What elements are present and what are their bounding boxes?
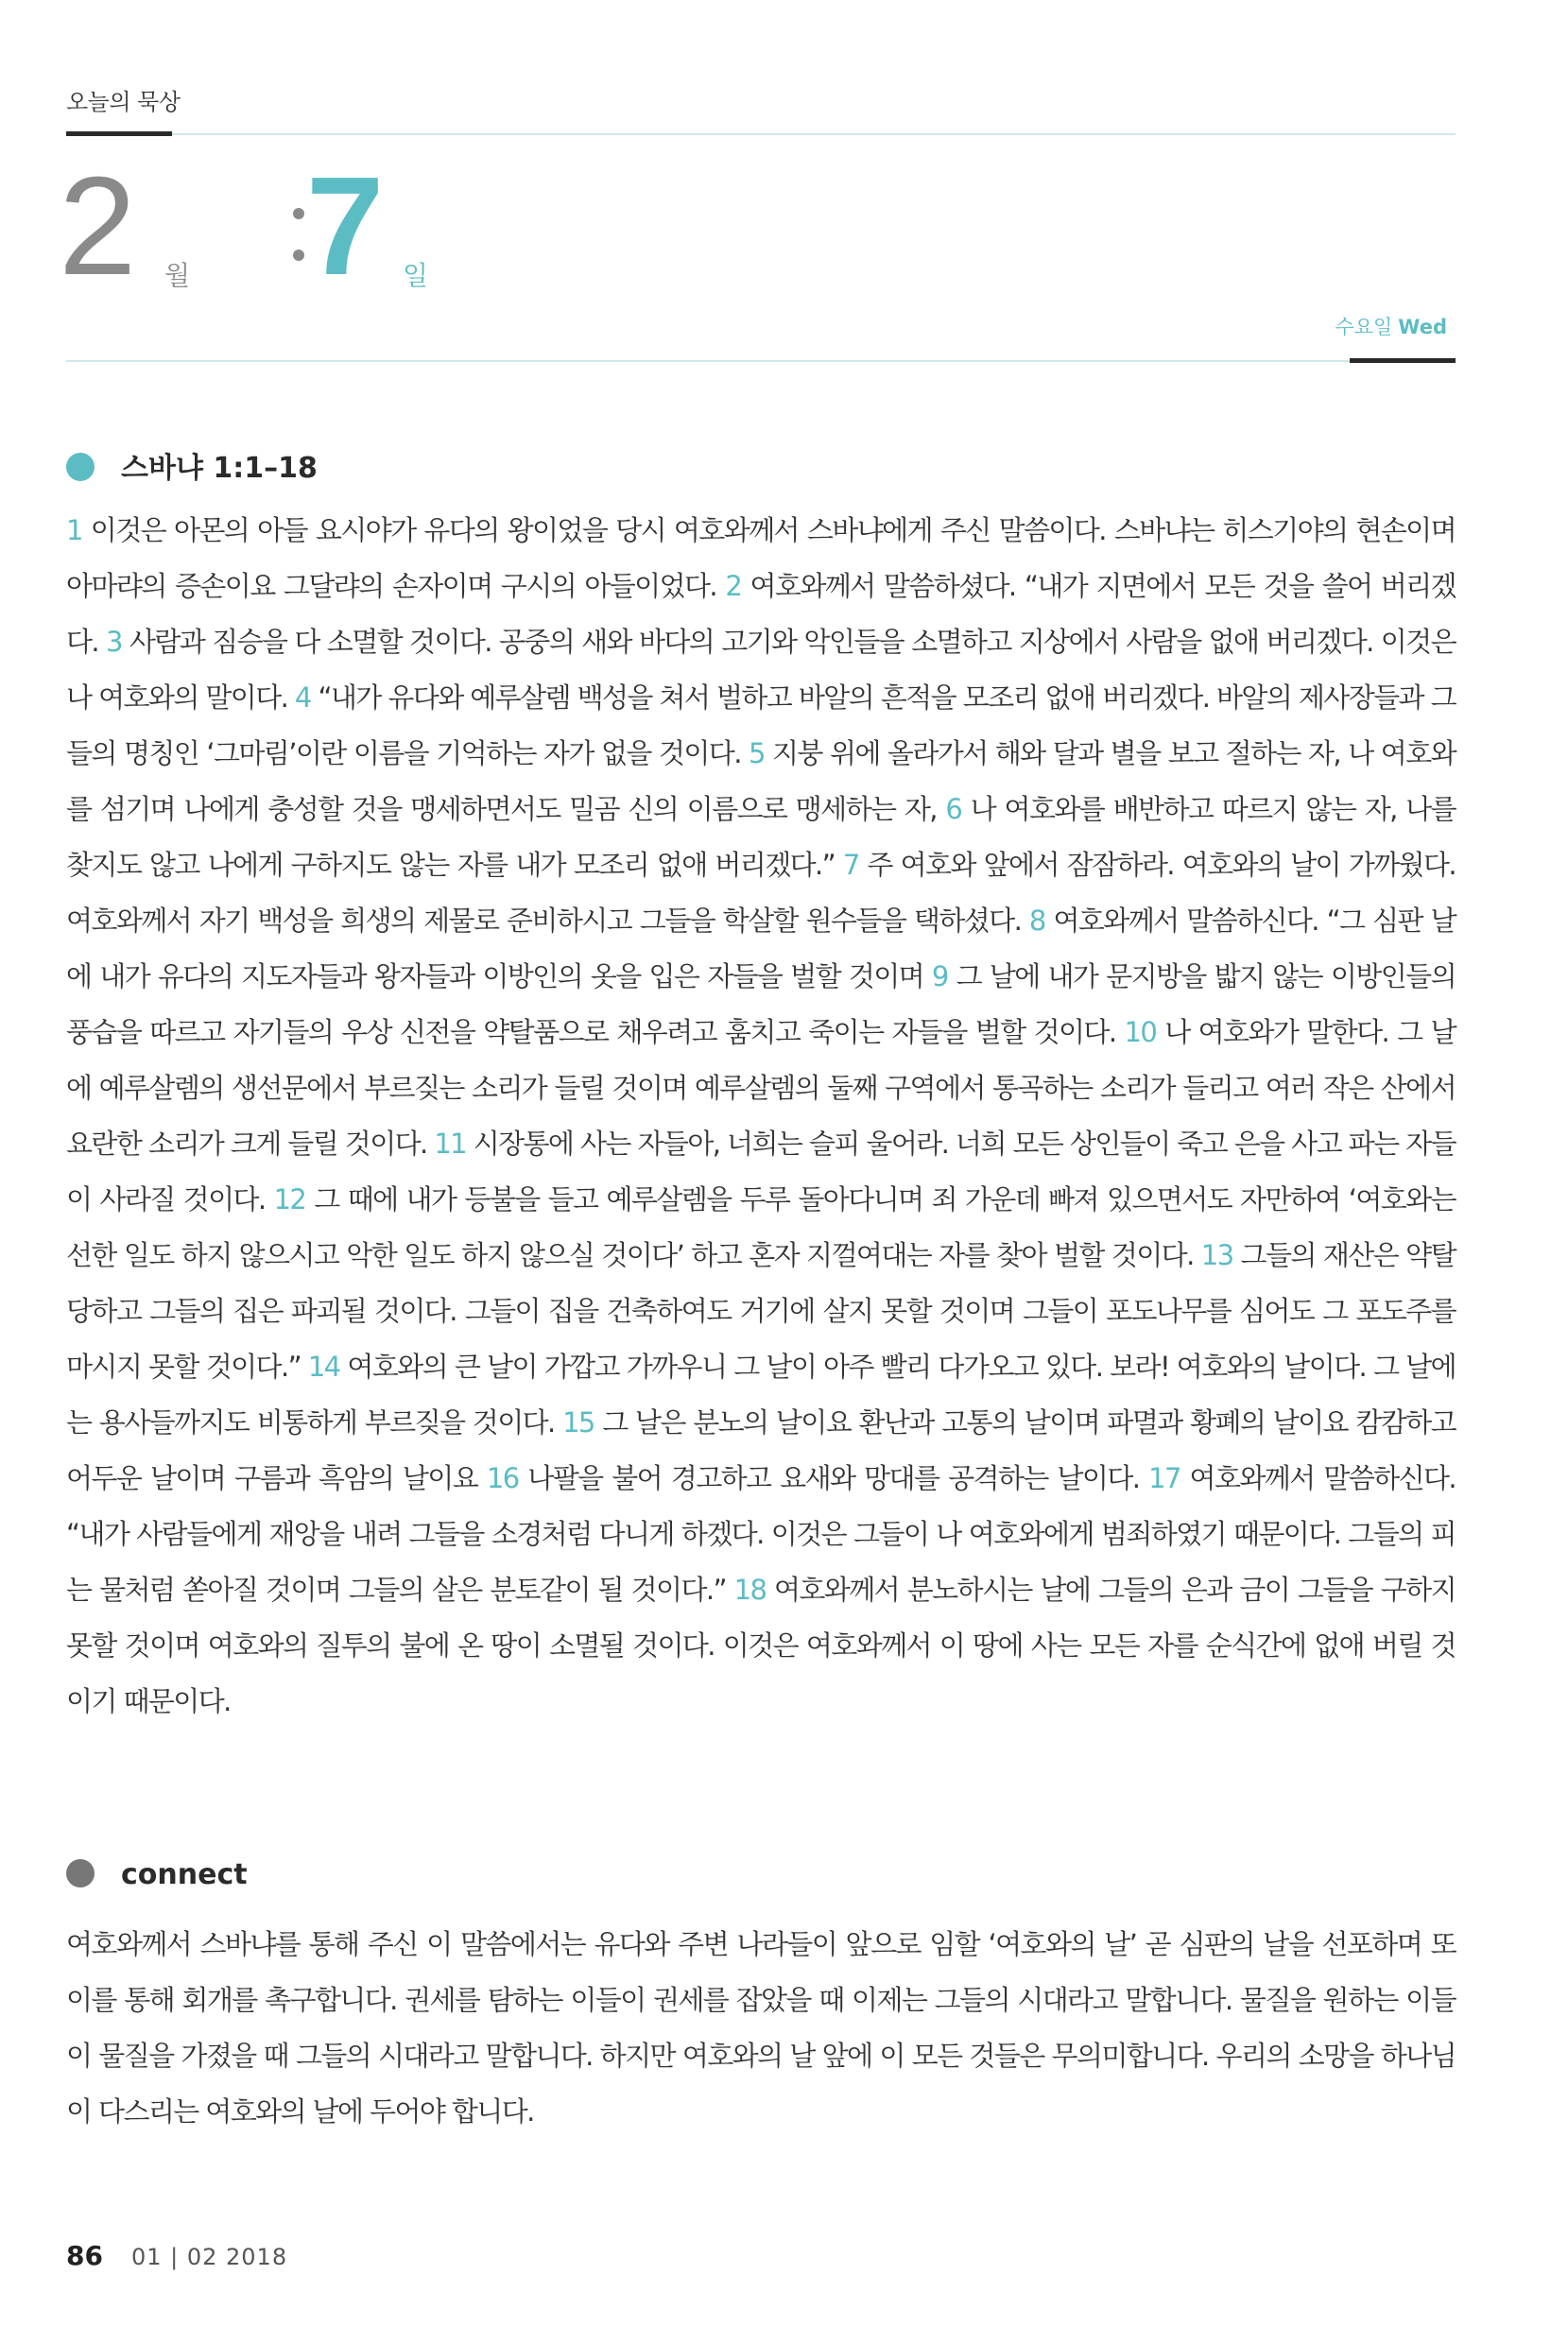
page-footer	[66, 2240, 287, 2271]
verse-text: 그 날은 분노의 날이요 환난과 고통의 날이며 파멸과 황폐의 날이요 캄캄하고 어두운 날이며 구름과 흑암의 날이요	[66, 1406, 1456, 1494]
verse-text: “내가 유다와 예루살렘 백성을 쳐서 벌하고 바알의 흔적을 모조리 없애 버리겠다. 바알의 제사장들과 그들의 명칭인 ‘그마림’이란 이름을 기억하는 자가 없을 것이다.	[66, 681, 1456, 769]
verse-text: 그 때에 내가 등불을 들고 예루살렘을 두루 돌아다니며 죄 가운데 빠져 있으면서도 자만하여 ‘여호와는 선한 일도 하지 않으시고 악한 일도 하지 않으실 것이다’ 하고 혼자 지껄여대는 자를 찾아 벌할 것이다.	[66, 1183, 1456, 1271]
verse-number: 14	[307, 1351, 340, 1383]
verse-number: 11	[434, 1128, 467, 1160]
verse-number: 6	[945, 793, 962, 825]
verse-text: 지붕 위에 올라가서 해와 달과 별을 보고 절하는 자, 나 여호와를 섬기며 나에게 충성할 것을 맹세하면서도 밀곰 신의 이름으로 맹세하는 자,	[66, 737, 1456, 825]
month-number: 2	[59, 148, 137, 304]
verse-text: 그들의 재산은 약탈당하고 그들의 집은 파괴될 것이다. 그들이 집을 건축하여도 거기에 살지 못할 것이며 그들이 포도나무를 심어도 그 포도주를 마시지 못할 것이다.”	[66, 1239, 1456, 1383]
verse-text: 시장통에 사는 자들아, 너희는 슬피 울어라. 너희 모든 상인들이 죽고 은을 사고 파는 자들이 사라질 것이다.	[66, 1128, 1456, 1215]
verse-number: 15	[562, 1406, 594, 1439]
verse-text: 여호와께서 분노하시는 날에 그들의 은과 금이 그들을 구하지 못할 것이며 여호와의 질투의 불에 온 땅이 소멸될 것이다. 이것은 여호와께서 이 땅에 사는 모든 자를 순식간에 없애 버릴 것이기 때문이다.	[66, 1574, 1456, 1717]
top-divider-accent	[66, 131, 172, 136]
connect-text: 여호와께서 스바냐를 통해 주신 이 말씀에서는 유다와 주변 나라들이 앞으로 임할 ‘여호와의 날’ 곧 심판의 날을 선포하며 또 이를 통해 회개를 촉구합니다. 권세를 탐하는 이들이 권세를 잡았을 때 이제는 그들의 시대라고 말합니다. 물질을 원하는 이들이 물질을 가졌을 때 그들의 시대라고 말합니다. 하지만 여호와의 날 앞에 이 모든 것들은 무의미합니다. 우리의 소망을 하나님이 다스리는 여호와의 날에 두어야 합니다.	[66, 1928, 1456, 2128]
verse-number: 2	[725, 570, 742, 602]
header-divider	[66, 360, 1456, 362]
passage-reference: 스바냐 1:1–18	[121, 452, 318, 485]
verse-number: 5	[748, 737, 765, 769]
verse-text: 여호와께서 말씀하셨다. “내가 지면에서 모든 것을 쓸어 버리겠다.	[66, 570, 1456, 658]
verse-text: 여호와께서 말씀하신다. “내가 사람들에게 재앙을 내려 그들을 소경처럼 다니게 하겠다. 이것은 그들이 나 여호와에게 범죄하였기 때문이다. 그들의 피는 물처럼 쏟아질 것이며 그들의 살은 분토같이 될 것이다.”	[66, 1462, 1456, 1606]
day-number: 7	[306, 148, 385, 304]
verse-text: 나 여호와가 말한다. 그 날에 예루살렘의 생선문에서 부르짖는 소리가 들릴 것이며 예루살렘의 둘째 구역에서 통곡하는 소리가 들리고 여러 작은 산에서 요란한 소리가 크게 들릴 것이다.	[66, 1016, 1456, 1160]
verse-text: 이것은 아몬의 아들 요시야가 유다의 왕이었을 당시 여호와께서 스바냐에게 주신 말씀이다. 스바냐는 히스기야의 현손이며 아마랴의 증손이요 그달랴의 손자이며 구시의 아들이었다.	[66, 514, 1456, 602]
weekday-korean: 수요일	[1335, 316, 1393, 338]
section-label: 오늘의 묵상	[66, 89, 181, 115]
verse-text: 여호와께서 말씀하신다. “그 심판 날에 내가 유다의 지도자들과 왕자들과 이방인의 옷을 입은 자들을 벌할 것이며	[66, 905, 1456, 992]
verse-text: 주 여호와 앞에서 잠잠하라. 여호와의 날이 가까웠다. 여호와께서 자기 백성을 희생의 제물로 준비하시고 그들을 학살할 원수들을 택하셨다.	[66, 849, 1456, 937]
teal-bullet-icon	[66, 453, 95, 481]
verse-number: 7	[842, 849, 859, 881]
connect-title: connect	[121, 1858, 248, 1891]
page-number: 86	[66, 2240, 103, 2271]
verse-number: 1	[66, 514, 82, 546]
verse-number: 4	[294, 681, 311, 714]
verse-number: 9	[931, 960, 948, 992]
verse-number: 12	[273, 1183, 306, 1215]
connect-heading	[66, 1858, 248, 1891]
verse-number: 13	[1200, 1239, 1233, 1271]
weekday-english: Wed	[1398, 316, 1447, 338]
gray-bullet-icon	[66, 1859, 95, 1887]
verse-text: 나팔을 불어 경고하고 요새와 망대를 공격하는 날이다.	[527, 1462, 1140, 1494]
verse-number: 3	[106, 626, 122, 658]
issue-date: 01 | 02 2018	[130, 2244, 288, 2270]
passage-heading	[66, 444, 318, 486]
scripture-text	[66, 503, 1456, 1730]
verse-number: 16	[486, 1462, 519, 1494]
verse-number: 17	[1148, 1462, 1180, 1494]
month-unit: 월	[164, 260, 191, 291]
day-unit: 일	[403, 260, 429, 291]
header-divider-accent	[1350, 358, 1456, 363]
verse-number: 8	[1028, 905, 1045, 937]
verse-number: 10	[1124, 1016, 1157, 1048]
verse-number: 18	[733, 1574, 767, 1606]
verse-text: 그 날에 내가 문지방을 밟지 않는 이방인들의 풍습을 따르고 자기들의 우상 신전을 약탈품으로 채우려고 훔치고 죽이는 자들을 벌할 것이다.	[66, 960, 1456, 1048]
verse-text: 사람과 짐승을 다 소멸할 것이다. 공중의 새와 바다의 고기와 악인들을 소멸하고 지상에서 사람을 없애 버리겠다. 이것은 나 여호와의 말이다.	[66, 626, 1456, 714]
verse-text: 여호와의 큰 날이 가깝고 가까우니 그 날이 아주 빨리 다가오고 있다. 보라! 여호와의 날이다. 그 날에는 용사들까지도 비통하게 부르짖을 것이다.	[66, 1351, 1456, 1439]
weekday	[1335, 312, 1447, 340]
verse-text: 나 여호와를 배반하고 따르지 않는 자, 나를 찾지도 않고 나에게 구하지도 않는 자를 내가 모조리 없애 버리겠다.”	[66, 793, 1456, 881]
date-colon	[293, 208, 306, 265]
top-divider	[66, 133, 1456, 135]
